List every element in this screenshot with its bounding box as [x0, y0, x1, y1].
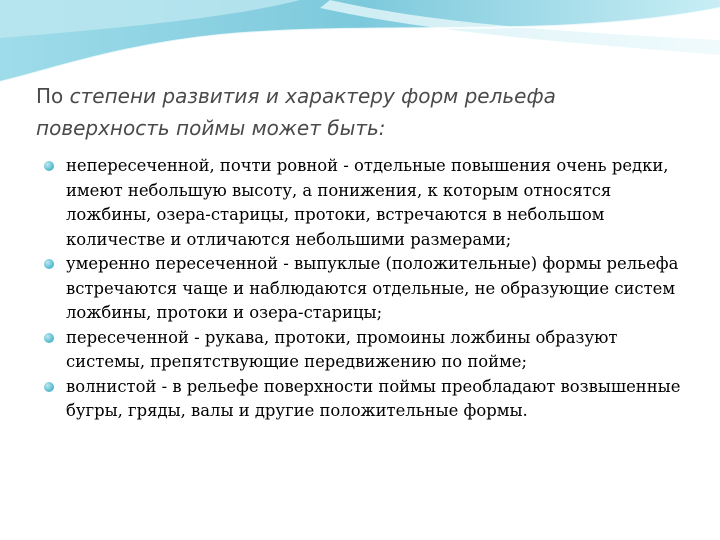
- bullet-text: волнистой - в рельефе поверхности поймы преобладают возвышенные бугры, гряды, валы и другие положительные формы.: [66, 376, 681, 420]
- bullet-dot-icon: [44, 161, 54, 171]
- bullet-item: [44, 252, 684, 326]
- slide-title: [36, 80, 686, 144]
- bullet-dot-icon: [44, 333, 54, 343]
- bullet-text: непересеченной, почти ровной - отдельные повышения очень редки, имеют небольшую высоту, а понижения, к которым относятся ложбины, озера-старицы, протоки, встречаются в небольшом количестве и отличаются небольшими размерами;: [66, 156, 669, 249]
- bullet-list: [44, 154, 684, 424]
- bullet-item: [44, 154, 684, 252]
- title-lead: По: [36, 84, 70, 108]
- bullet-text: умеренно пересеченной - выпуклые (положительные) формы рельефа встречаются чаще и наблюдаются отдельные, не образующие систем ложбины, протоки и озера-старицы;: [66, 254, 679, 322]
- bullet-item: [44, 326, 684, 375]
- bullet-dot-icon: [44, 259, 54, 269]
- bullet-text: пересеченной - рукава, протоки, промоины ложбины образуют системы, препятствующие передвижению по пойме;: [66, 327, 618, 371]
- bullet-dot-icon: [44, 382, 54, 392]
- bullet-item: [44, 375, 684, 424]
- title-emphasis: степени развития и характеру форм рельефа поверхность поймы может быть:: [36, 84, 556, 140]
